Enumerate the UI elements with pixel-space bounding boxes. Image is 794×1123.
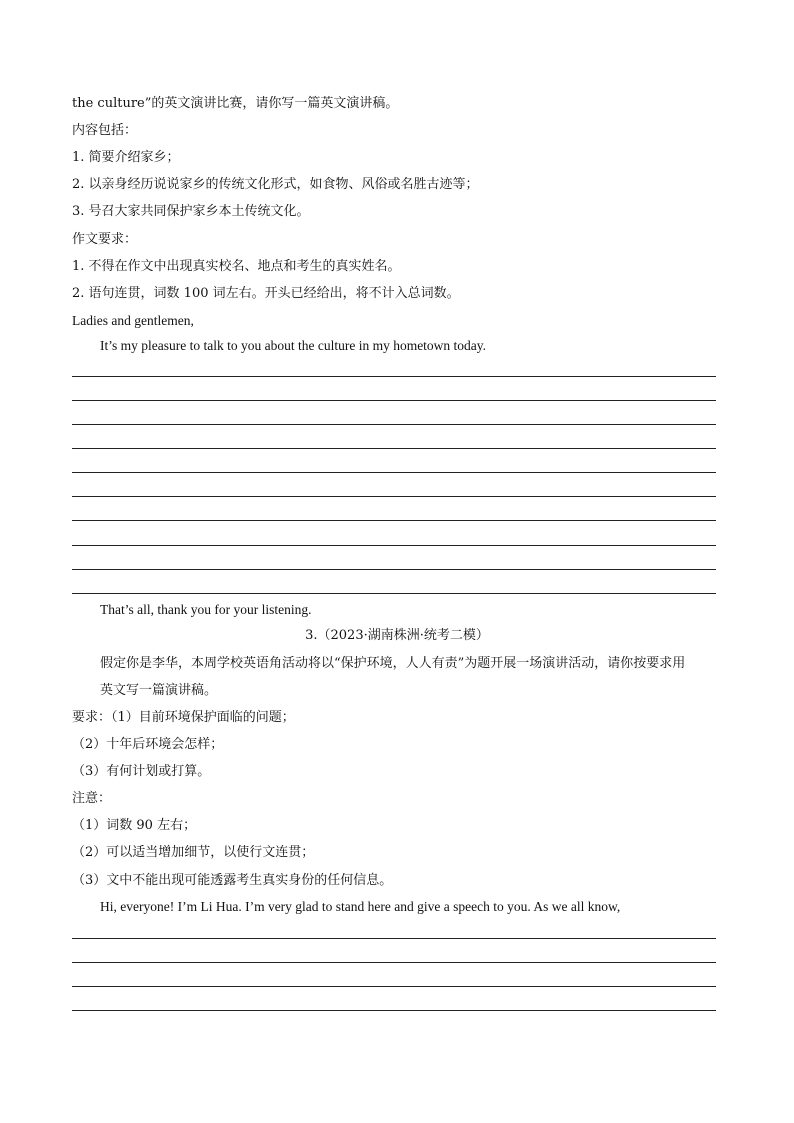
writing-line	[72, 520, 716, 521]
q3-note-3: （3）文中不能出现可能透露考生真实身份的任何信息。	[72, 873, 393, 888]
q2-closing-sentence: That’s all, thank you for your listening.	[100, 602, 312, 617]
writing-line	[72, 986, 716, 987]
q3-requirement-2: （2）十年后环境会怎样；	[72, 737, 224, 752]
q3-requirement-3: （3）有何计划或打算。	[72, 764, 211, 779]
q3-note-1: （1）词数 90 左右；	[72, 818, 197, 833]
writing-line	[72, 424, 716, 425]
q3-prompt-line-1: 假定你是李华，本周学校英语角活动将以“保护环境，人人有责”为题开展一场演讲活动，请你按要求用	[100, 656, 686, 671]
q3-note-2: （2）可以适当增加细节，以使行文连贯；	[72, 845, 315, 860]
writing-line	[72, 1010, 716, 1011]
q3-note-label: 注意：	[72, 791, 112, 806]
writing-line	[72, 938, 716, 939]
writing-line	[72, 569, 716, 570]
writing-line	[72, 448, 716, 449]
q3-requirement-1: 要求：（1）目前环境保护面临的问题；	[72, 710, 295, 725]
q2-content-label: 内容包括：	[72, 123, 138, 138]
q2-content-item-2: 2. 以亲身经历说说家乡的传统文化形式，如食物、风俗或名胜古迹等；	[72, 177, 479, 192]
q2-intro-line: the culture”的英文演讲比赛，请你写一篇英文演讲稿。	[72, 96, 399, 111]
q2-content-item-1: 1. 简要介绍家乡；	[72, 150, 180, 165]
q2-requirement-1: 1. 不得在作文中出现真实校名、地点和考生的真实姓名。	[72, 259, 401, 274]
writing-line	[72, 400, 716, 401]
writing-line	[72, 545, 716, 546]
q2-salutation: Ladies and gentlemen,	[72, 313, 194, 328]
q2-opening-sentence: It’s my pleasure to talk to you about the culture in my hometown today.	[100, 338, 487, 353]
writing-line	[72, 496, 716, 497]
q2-requirement-2: 2. 语句连贯，词数 100 词左右。开头已经给出，将不计入总词数。	[72, 286, 460, 301]
q3-prompt-line-2: 英文写一篇演讲稿。	[100, 683, 218, 698]
q2-content-item-3: 3. 号召大家共同保护家乡本土传统文化。	[72, 204, 310, 219]
q3-source-heading: 3.（2023·湖南株洲·统考二模）	[305, 628, 489, 643]
q2-requirements-label: 作文要求：	[72, 232, 138, 247]
writing-line	[72, 376, 716, 377]
writing-line	[72, 593, 716, 594]
writing-line	[72, 962, 716, 963]
q3-opening-sentence: Hi, everyone! I’m Li Hua. I’m very glad to stand here and give a speech to you. As we all know,	[100, 899, 621, 914]
writing-line	[72, 472, 716, 473]
